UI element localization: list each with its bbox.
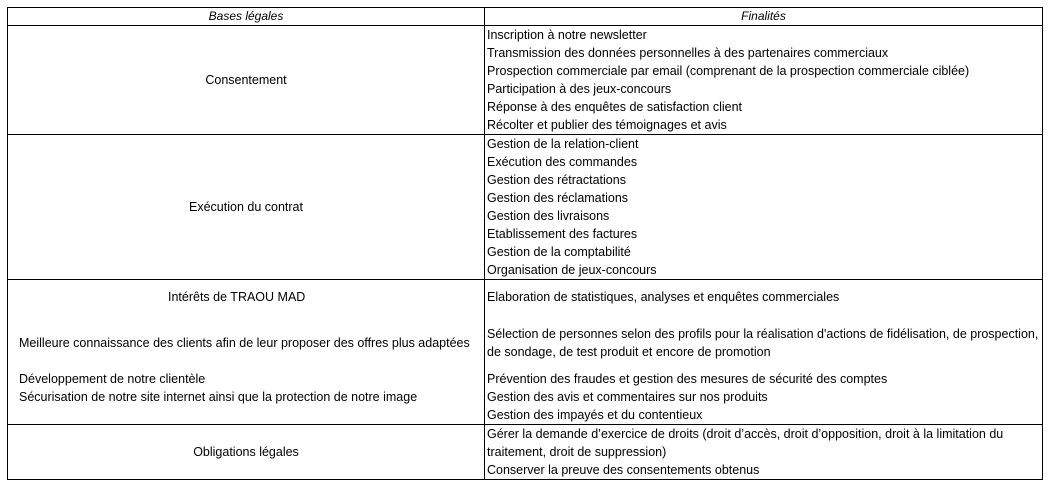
purpose-item: Gestion des impayés et du contentieux bbox=[487, 408, 703, 422]
basis-interets-line: Sécurisation de notre site internet ainsi que la protection de notre image bbox=[19, 390, 418, 404]
basis-interets-title: Intérêts de TRAOU MAD bbox=[168, 290, 306, 304]
purpose-item: Prospection commerciale par email (comprenant de la prospection commerciale ciblée) bbox=[487, 64, 970, 78]
purpose-item: Sélection de personnes selon des profils pour la réalisation d'actions de fidélisation, de prospection, bbox=[487, 327, 1039, 341]
basis-execution-contrat: Exécution du contrat bbox=[189, 200, 303, 214]
header-bases-legales: Bases légales bbox=[208, 9, 284, 23]
purpose-item: Organisation de jeux-concours bbox=[487, 263, 657, 277]
header-finalites: Finalités bbox=[741, 9, 786, 23]
basis-interets-line: Meilleure connaissance des clients afin de leur proposer des offres plus adaptées bbox=[19, 336, 470, 350]
purpose-item: Gestion de la comptabilité bbox=[487, 245, 631, 259]
purposes-consentement bbox=[487, 26, 1040, 134]
purpose-item: Conserver la preuve des consentements obtenus bbox=[487, 463, 760, 477]
purpose-item: Elaboration de statistiques, analyses et enquêtes commerciales bbox=[487, 290, 840, 304]
basis-consentement: Consentement bbox=[205, 73, 287, 87]
purpose-item: Gestion de la relation-client bbox=[487, 137, 639, 151]
basis-interets-line: Développement de notre clientèle bbox=[19, 372, 206, 386]
row-divider bbox=[8, 279, 1042, 280]
purpose-item: Prévention des fraudes et gestion des mesures de sécurité des comptes bbox=[487, 372, 888, 386]
purpose-item: Etablissement des factures bbox=[487, 227, 638, 241]
legal-bases-table bbox=[7, 7, 1043, 480]
column-divider bbox=[484, 8, 485, 479]
purpose-item: Inscription à notre newsletter bbox=[487, 28, 647, 42]
purpose-item: traitement, droit de suppression) bbox=[487, 445, 667, 459]
purpose-item: Exécution des commandes bbox=[487, 155, 638, 169]
purposes-execution-contrat bbox=[487, 135, 1040, 279]
purpose-item: de sondage, de test produit et encore de promotion bbox=[487, 345, 771, 359]
purpose-item: Réponse à des enquêtes de satisfaction client bbox=[487, 100, 743, 114]
purpose-item: Transmission des données personnelles à des partenaires commerciaux bbox=[487, 46, 889, 60]
purposes-obligations-legales bbox=[487, 425, 1040, 479]
purpose-item: Récolter et publier des témoignages et avis bbox=[487, 118, 727, 132]
purpose-item: Gestion des avis et commentaires sur nos produits bbox=[487, 390, 768, 404]
basis-obligations-legales: Obligations légales bbox=[193, 445, 299, 459]
purpose-item: Gestion des livraisons bbox=[487, 209, 610, 223]
purpose-item: Gestion des réclamations bbox=[487, 191, 629, 205]
purpose-item: Participation à des jeux-concours bbox=[487, 82, 672, 96]
purpose-item: Gérer la demande d’exercice de droits (droit d’accès, droit d’opposition, droit à la limitation du bbox=[487, 427, 1004, 441]
purpose-item: Gestion des rétractations bbox=[487, 173, 626, 187]
